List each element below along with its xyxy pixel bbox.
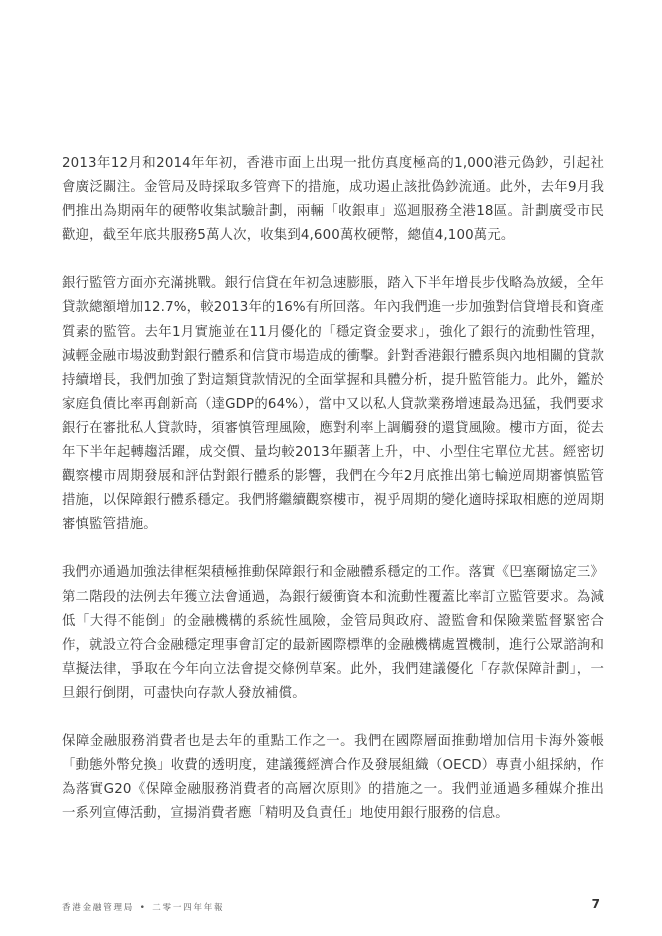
page-number: 7 (591, 897, 600, 911)
report-body (62, 152, 604, 850)
page-footer (0, 897, 662, 917)
footer-publisher: 香港金融管理局 (62, 903, 135, 913)
paragraph-banking-supervision: 銀行監管方面亦充滿挑戰。銀行信貸在年初急速膨脹，踏入下半年增長步伐略為放緩，全年貸款總額增加12.7%，較2013年的16%有所回落。年內我們進一步加強對信貸增長和資產質素的監管。去年1月實施並在11月優化的「穩定資金要求」，強化了銀行的流動性管理，減輕金融市場波動對銀行體系和信貸市場造成的衝擊。針對香港銀行體系與內地相關的貸款持續增長，我們加強了對這類貸款情況的全面掌握和具體分析，提升監管能力。此外，鑑於家庭負債比率再創新高（達GDP的64%），當中又以私人貸款業務增速最為迅猛，我們要求銀行在審批私人貸款時，須審慎管理風險，應對利率上調觸發的還貸風險。樓市方面，從去年下半年起轉趨活躍，成交價、量均較2013年顯著上升，中、小型住宅單位尤甚。經密切觀察樓市周期發展和評估對銀行體系的影響，我們在今年2月底推出第七輪逆周期審慎監管措施，以保障銀行體系穩定。我們將繼續觀察樓市，視乎周期的變化適時採取相應的逆周期審慎監管措施。 (62, 276, 604, 533)
paragraph-counterfeit-notes: 2013年12月和2014年年初，香港市面上出現一批仿真度極高的1,000港元偽鈔，引起社會廣泛關注。金管局及時採取多管齊下的措施，成功遏止該批偽鈔流通。此外，去年9月我們推出為期兩年的硬幣收集試驗計劃，兩輛「收銀車」巡迴服務全港18區。計劃廣受市民歡迎，截至年底共服務5萬人次，收集到4,600萬枚硬幣，總值4,100萬元。 (62, 156, 604, 244)
paragraph-legal-framework: 我們亦通過加強法律框架積極推動保障銀行和金融體系穩定的工作。落實《巴塞爾協定三》第二階段的法例去年獲立法會通過，為銀行緩衝資本和流動性覆蓋比率訂立監管要求。為減低「大得不能倒」的金融機構的系統性風險，金管局與政府、證監會和保險業監督緊密合作，就設立符合金融穩定理事會訂定的最新國際標準的金融機構處置機制，進行公眾諮詢和草擬法律，爭取在今年向立法會提交條例草案。此外，我們建議優化「存款保障計劃」，一旦銀行倒閉，可盡快向存款人發放補償。 (62, 565, 604, 701)
paragraph-consumer-protection: 保障金融服務消費者也是去年的重點工作之一。我們在國際層面推動增加信用卡海外簽帳「動態外幣兌換」收費的透明度，建議獲經濟合作及發展組織（OECD）專責小組採納，作為落實G20《保障金融服務消費者的高層次原則》的措施之一。我們並通過多種媒介推出一系列宣傳活動，宣揚消費者應「精明及負責任」地使用銀行服務的信息。 (62, 733, 604, 822)
footer-separator: • (139, 903, 147, 913)
footer-caption (62, 901, 224, 913)
footer-report-title: 二零一四年年報 (152, 903, 225, 913)
